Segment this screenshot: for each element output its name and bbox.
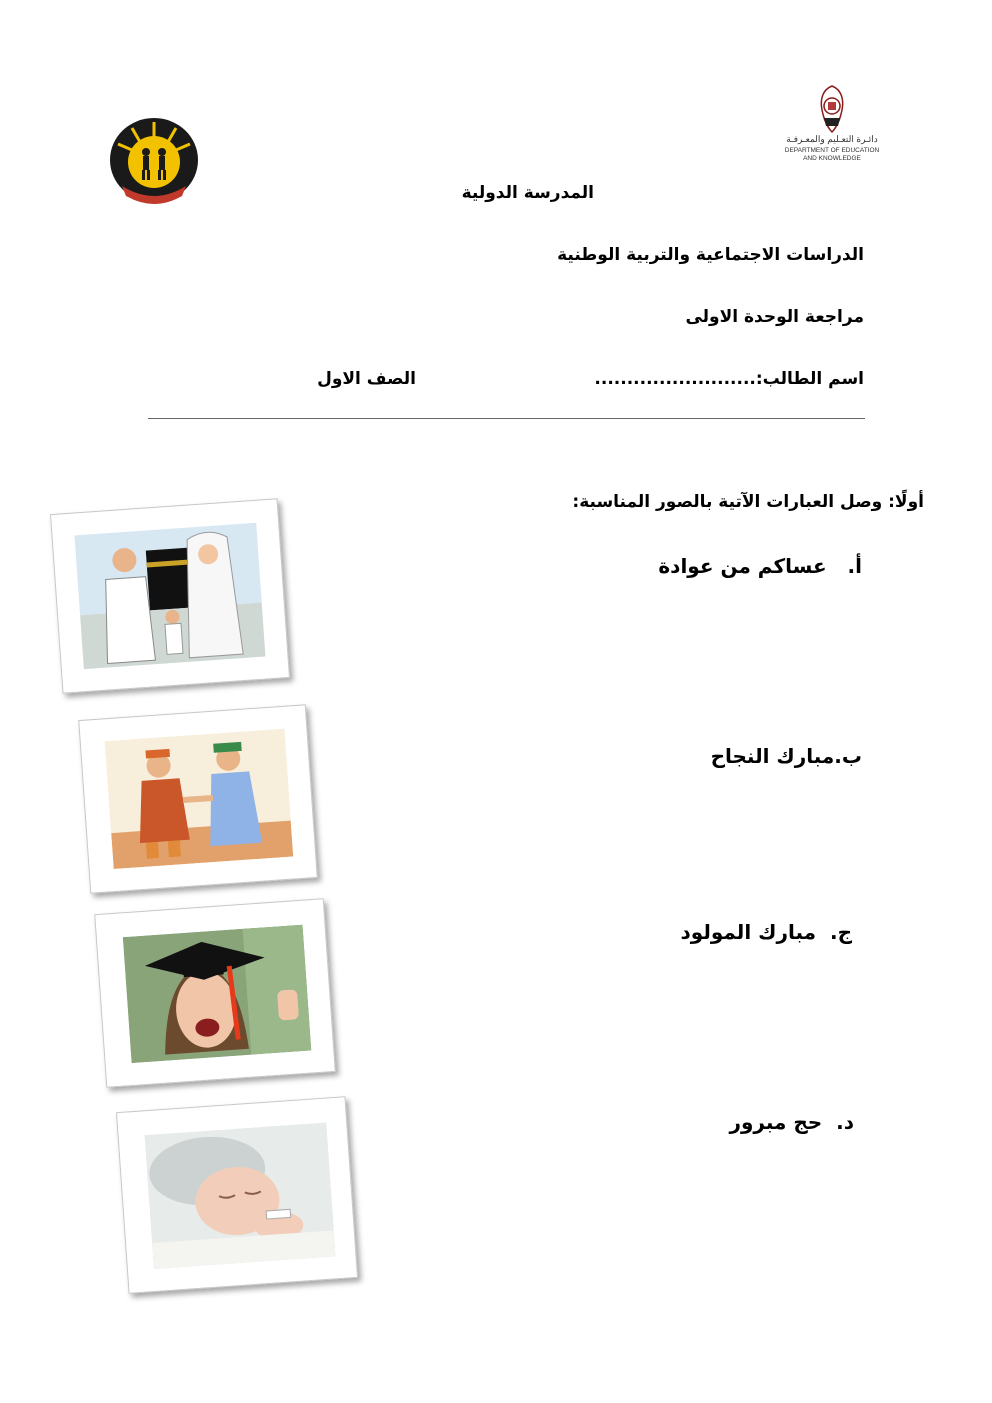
item-letter: ب.: [834, 744, 862, 768]
exercise-instruction: أولًا: وصل العبارات الآتية بالصور المناسبة:: [572, 492, 924, 512]
item-text: عساكم من عوادة: [658, 554, 827, 578]
school-name: المدرسة الدولية: [461, 183, 594, 203]
adek-english-line-2: AND KNOWLEDGE: [803, 155, 861, 162]
grade-label: الصف الاول: [317, 369, 416, 389]
item-letter: د.: [836, 1110, 854, 1134]
student-name-field: اسم الطالب:.........................: [594, 369, 864, 389]
emblem-icon: [816, 84, 848, 134]
photo-graduate[interactable]: [94, 898, 336, 1088]
match-item-d: [729, 1110, 854, 1134]
match-item-b: [711, 744, 862, 768]
item-text: حج مبرور: [729, 1110, 823, 1134]
match-item-a: [658, 554, 862, 578]
children-handshake-illustration-icon: [105, 729, 293, 869]
adek-arabic-name: دائـرة التعـليم والمعـرفـة: [786, 134, 878, 144]
school-logo: [108, 116, 200, 204]
photo-children-handshake[interactable]: [78, 704, 318, 893]
match-item-c: [681, 920, 852, 944]
adek-english-line-1: DEPARTMENT OF EDUCATION: [784, 147, 880, 154]
subject-title: الدراسات الاجتماعية والتربية الوطنية: [557, 245, 864, 265]
item-letter: ج.: [829, 920, 852, 944]
newborn-baby-photo-icon: [145, 1123, 336, 1269]
graduate-photo-icon: [123, 925, 311, 1063]
header-divider: [148, 418, 865, 419]
unit-review-title: مراجعة الوحدة الاولى: [685, 307, 864, 327]
item-letter: أ.: [847, 554, 862, 578]
photo-hajj-pilgrims[interactable]: [50, 498, 290, 693]
item-text: مبارك النجاح: [710, 744, 835, 768]
item-text: مبارك المولود: [680, 920, 817, 944]
hajj-pilgrims-illustration-icon: [75, 523, 266, 669]
photo-newborn-baby[interactable]: [116, 1096, 358, 1294]
department-of-education-logo: [782, 84, 882, 168]
